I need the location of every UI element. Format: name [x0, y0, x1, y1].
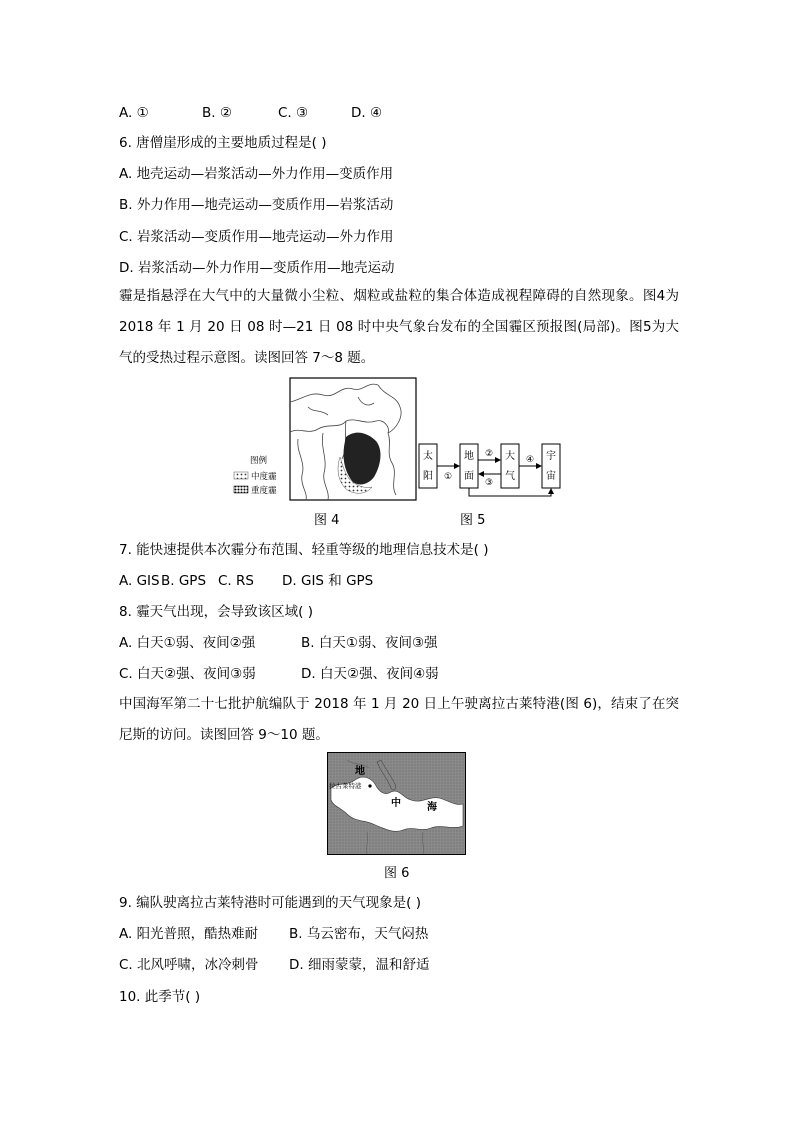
q7-option-c: C. RS — [218, 573, 254, 589]
q6-stem: 6. 唐僧崖形成的主要地质过程是( ) — [119, 135, 327, 151]
map-label-zhong: 中 — [391, 798, 401, 809]
box-ground-1: 地 — [464, 451, 474, 462]
legend-moderate: 中度霾 — [251, 472, 277, 482]
q5-option-d: D. ④ — [351, 105, 383, 121]
figure-5-caption: 图 5 — [460, 513, 486, 528]
q8-option-a: A. 白天①弱、夜间②强 — [119, 635, 256, 651]
figure-4-caption: 图 4 — [314, 513, 340, 528]
intro-9-10: 中国海军第二十七批护航编队于 2018 年 1 月 20 日上午驶离拉古莱特港(图 6)，结束了在突尼斯的访问。读图回答 9～10 题。 — [119, 696, 679, 743]
box-sun-2: 阳 — [423, 471, 433, 482]
q9-option-a: A. 阳光普照，酷热难耐 — [119, 926, 259, 942]
q5-option-b: B. ② — [202, 105, 232, 121]
box-space-1: 宇 — [546, 451, 556, 462]
box-space-2: 宙 — [546, 471, 556, 482]
arrow-label-3: ③ — [484, 478, 494, 488]
q8-option-b: B. 白天①弱、夜间③强 — [301, 635, 438, 651]
q5-option-a: A. ① — [119, 105, 149, 121]
figure-6-mediterranean-map — [327, 752, 466, 855]
q8-option-c: C. 白天②强、夜间③弱 — [119, 666, 256, 682]
port-marker — [368, 784, 371, 787]
intro-7-8: 霾是指悬浮在大气中的大量微小尘粒、烟粒或盐粒的集合体造成视程障碍的自然现象。图4为 2018 年 1 月 20 日 08 时—21 日 08 时中央气象台发布的全国霾区预报图(局部)。图5为大气的受热过程示意图。读图回答 7～8 题。 — [119, 288, 679, 366]
q8-options-row2 — [119, 665, 439, 683]
figure-4-haze-map — [228, 377, 418, 501]
q6-option-a: A. 地壳运动—岩浆活动—外力作用—变质作用 — [119, 166, 394, 182]
port-label: 拉古莱特港 — [329, 782, 362, 790]
q6-option-d: D. 岩浆活动—外力作用—变质作用—地壳运动 — [119, 260, 395, 276]
q9-stem: 9. 编队驶离拉古莱特港时可能遇到的天气现象是( ) — [119, 895, 421, 911]
q6-option-c: C. 岩浆活动—变质作用—地壳运动—外力作用 — [119, 229, 394, 245]
q8-options-row1 — [119, 634, 438, 652]
box-atm-1: 大 — [505, 451, 515, 462]
q7-option-b: B. GPS — [161, 573, 207, 589]
q5-option-c: C. ③ — [278, 105, 309, 121]
q9-options-row1 — [119, 925, 428, 943]
q5-options — [119, 104, 382, 122]
q10-stem: 10. 此季节( ) — [119, 989, 201, 1005]
figure-6-caption: 图 6 — [384, 866, 410, 881]
legend-title: 图例 — [250, 456, 268, 466]
q9-option-b: B. 乌云密布，天气闷热 — [289, 926, 429, 942]
q7-options — [119, 572, 373, 590]
map-label-hai: 海 — [427, 802, 437, 813]
arrow-label-2: ② — [484, 449, 494, 459]
legend-heavy: 重度霾 — [251, 486, 277, 496]
q7-option-a: A. GIS — [119, 573, 160, 589]
q7-stem: 7. 能快速提供本次霾分布范围、轻重等级的地理信息技术是( ) — [119, 542, 489, 558]
q7-option-d: D. GIS 和 GPS — [282, 573, 374, 589]
figure-5-heating-diagram — [418, 439, 566, 501]
arrow-label-1: ① — [443, 472, 453, 482]
q9-option-c: C. 北风呼啸，冰冷刺骨 — [119, 957, 259, 973]
q8-option-d: D. 白天②强、夜间④弱 — [301, 666, 439, 682]
box-ground-2: 面 — [464, 471, 474, 482]
q9-option-d: D. 细雨蒙蒙，温和舒适 — [289, 957, 430, 973]
box-atm-2: 气 — [505, 471, 515, 482]
arrow-label-4: ④ — [525, 455, 535, 465]
map-label-di: 地 — [355, 766, 365, 777]
q6-option-b: B. 外力作用—地壳运动—变质作用—岩浆活动 — [119, 197, 394, 213]
q9-options-row2 — [119, 956, 429, 974]
box-sun-1: 太 — [423, 451, 433, 462]
q8-stem: 8. 霾天气出现，会导致该区域( ) — [119, 604, 313, 620]
